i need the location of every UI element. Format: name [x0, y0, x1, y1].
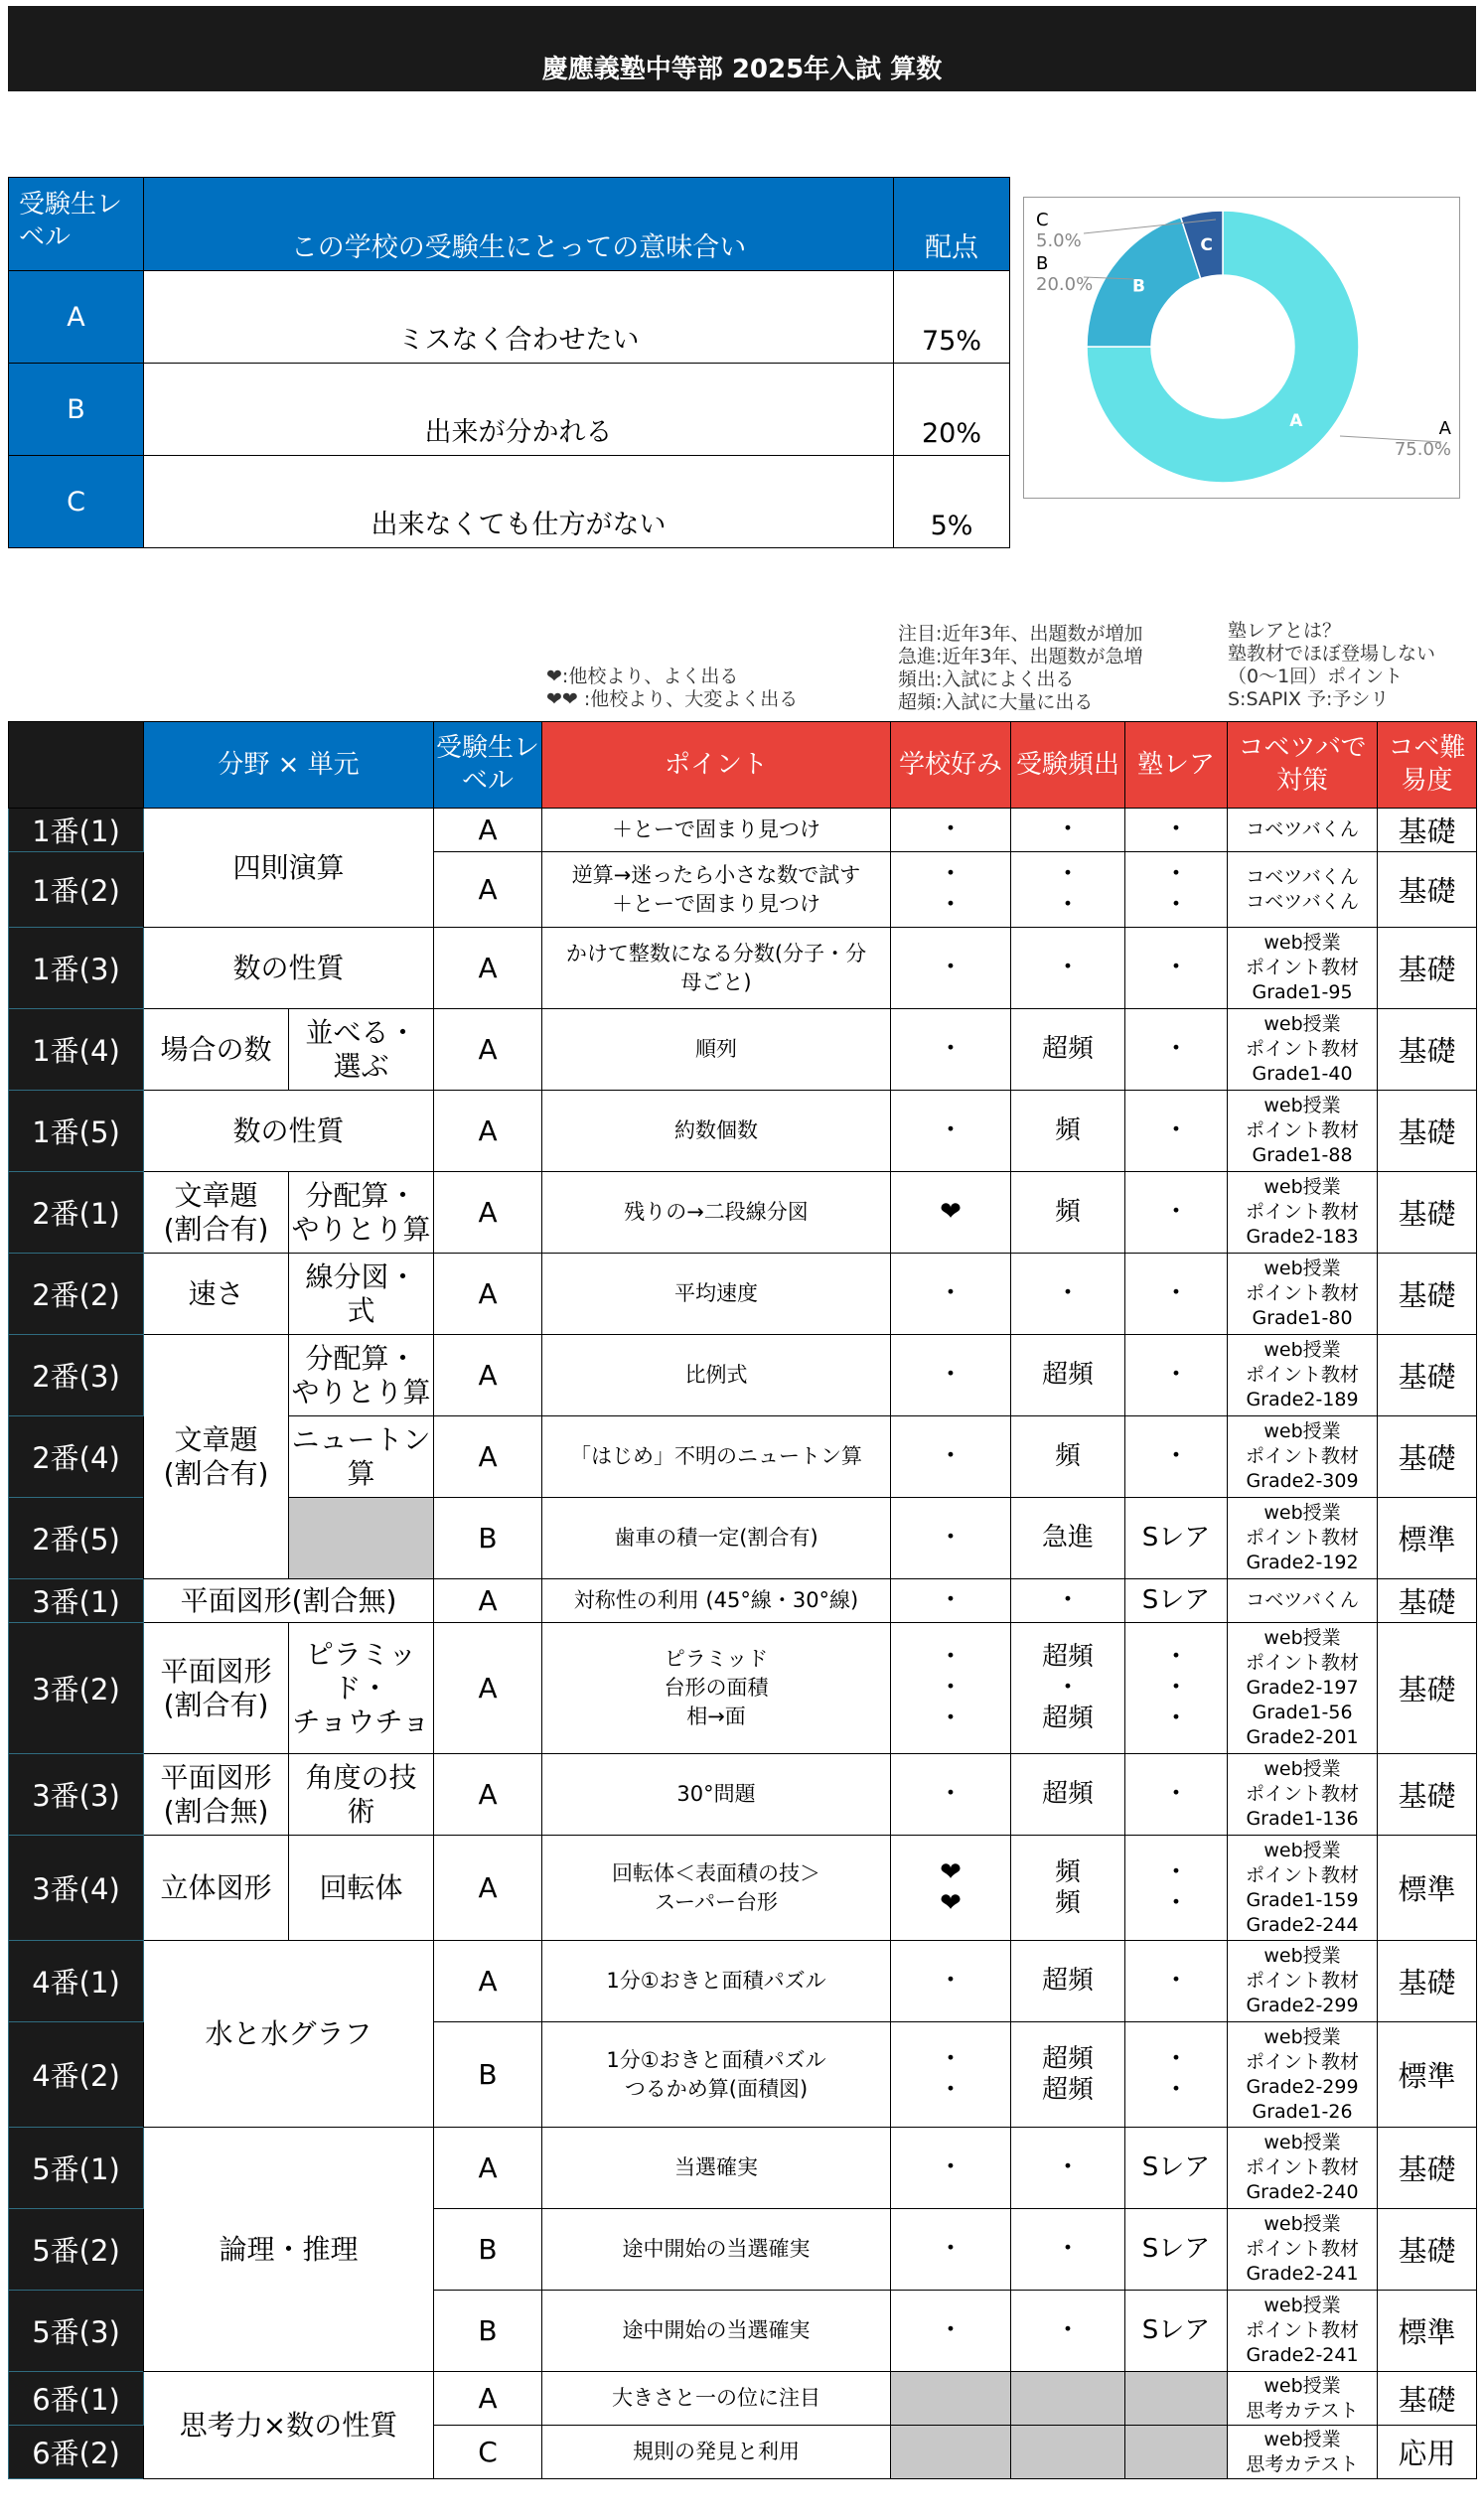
level-cell: B [434, 2209, 542, 2291]
point-cell: かけて整数になる分数(分子・分 母ごと) [542, 928, 891, 1009]
difficulty-header: コベ難易度 [1378, 722, 1477, 809]
cobe-resource-cell: web授業 ポイント教材 Grade1-80 [1228, 1254, 1378, 1335]
difficulty-cell: 標準 [1378, 1836, 1477, 1941]
table-row [9, 1941, 1477, 2022]
subcategory-cell: 分配算・ やりとり算 [289, 1172, 434, 1254]
table-row [9, 1172, 1477, 1254]
cobe-resource-cell: web授業 ポイント教材 Grade2-241 [1228, 2291, 1378, 2372]
school-pref-cell: ・ ・ ・ [891, 1623, 1011, 1754]
question-number: 2番(4) [9, 1416, 144, 1498]
cobe-resource-cell: web授業 ポイント教材 Grade2-183 [1228, 1172, 1378, 1254]
level-cell: A [434, 1009, 542, 1091]
cobe-resource-cell: web授業 ポイント教材 Grade2-299 Grade1-26 [1228, 2022, 1378, 2128]
subcategory-cell: 角度の技 術 [289, 1754, 434, 1836]
level-cell: A [434, 1091, 542, 1172]
point-cell: 途中開始の当選確実 [542, 2291, 891, 2372]
question-number: 5番(3) [9, 2291, 144, 2372]
heart-legend-line: ❤❤ :他校より、大変よく出る [546, 688, 799, 710]
meaning-cell: 出来なくても仕方がない [144, 456, 894, 548]
school-pref-cell: ・ [891, 1254, 1011, 1335]
rare-cell: ・ ・ [1125, 1836, 1228, 1941]
difficulty-cell: 基礎 [1378, 852, 1477, 928]
table-row [9, 1623, 1477, 1754]
question-number: 2番(3) [9, 1335, 144, 1416]
callout-c [1036, 210, 1082, 251]
rare-cell: Sレア [1125, 2128, 1228, 2209]
callout-b-name: B [1036, 253, 1049, 274]
level-cell: A [434, 852, 542, 928]
question-number: 2番(5) [9, 1498, 144, 1579]
cobe-resource-cell: web授業 ポイント教材 Grade2-192 [1228, 1498, 1378, 1579]
level-cell: B [434, 2022, 542, 2128]
point-cell: 逆算→迷ったら小さな数で試す ＋とーで固まり見つけ [542, 852, 891, 928]
category-cell: 文章題 (割合有) [144, 1335, 289, 1579]
frequency-cell: 頻 [1011, 1416, 1125, 1498]
frequency-cell: 頻 [1011, 1091, 1125, 1172]
table-row [9, 1836, 1477, 1941]
point-cell: ＋とーで固まり見つけ [542, 809, 891, 852]
point-cell: 平均速度 [542, 1254, 891, 1335]
term-line: 超頻:入試に大量に出る [898, 691, 1094, 713]
terms-note [898, 623, 1143, 714]
school-pref-cell [891, 2372, 1011, 2426]
cobe-resource-cell: web授業 ポイント教材 Grade1-88 [1228, 1091, 1378, 1172]
frequency-cell [1011, 2372, 1125, 2426]
question-analysis-table [8, 721, 1477, 2479]
point-cell: ピラミッド 台形の面積 相→面 [542, 1623, 891, 1754]
table-row [9, 1579, 1477, 1623]
school-pref-cell: ・ [891, 1416, 1011, 1498]
rare-cell: ・ [1125, 1009, 1228, 1091]
rare-cell [1125, 2426, 1228, 2479]
frequency-cell [1011, 2426, 1125, 2479]
question-number: 1番(1) [9, 809, 144, 852]
difficulty-cell: 基礎 [1378, 1941, 1477, 2022]
question-number: 3番(1) [9, 1579, 144, 1623]
category-cell: 四則演算 [144, 809, 434, 928]
frequency-cell: ・ ・ [1011, 852, 1125, 928]
level-cell: A [434, 1941, 542, 2022]
subcategory-cell: ピラミッド・ チョウチョ [289, 1623, 434, 1754]
question-number: 5番(1) [9, 2128, 144, 2209]
question-number: 3番(4) [9, 1836, 144, 1941]
level-row [9, 271, 1010, 364]
point-cell: 途中開始の当選確実 [542, 2209, 891, 2291]
difficulty-cell: 応用 [1378, 2426, 1477, 2479]
school-pref-cell: ・ [891, 1335, 1011, 1416]
level-row [9, 456, 1010, 548]
rare-line: 塾レアとは？ [1228, 620, 1342, 642]
callout-c-name: C [1036, 210, 1049, 230]
rare-cell: ・ [1125, 1754, 1228, 1836]
term-line: 急進:近年3年、出題数が急増 [898, 646, 1143, 667]
level-cell: A [434, 928, 542, 1009]
rare-cell: ・ [1125, 1941, 1228, 2022]
cobe-resource-cell: web授業 ポイント教材 Grade1-159 Grade2-244 [1228, 1836, 1378, 1941]
cobe-resource-cell: web授業 ポイント教材 Grade2-309 [1228, 1416, 1378, 1498]
school-pref-cell: ・ [891, 1941, 1011, 2022]
rare-cell: ・ [1125, 1254, 1228, 1335]
frequency-cell: ・ [1011, 2291, 1125, 2372]
point-cell: 「はじめ」不明のニュートン算 [542, 1416, 891, 1498]
school-pref-cell [891, 2426, 1011, 2479]
frequency-cell: 超頻 [1011, 1335, 1125, 1416]
heart-legend-line: ❤:他校より、よく出る [546, 666, 739, 687]
level-cell: A [434, 1172, 542, 1254]
school-pref-cell: ❤ ❤ [891, 1836, 1011, 1941]
category-cell: 水と水グラフ [144, 1941, 434, 2128]
question-number: 4番(2) [9, 2022, 144, 2128]
frequency-cell: ・ [1011, 2128, 1125, 2209]
callout-a [1395, 418, 1451, 460]
category-cell: 場合の数 [144, 1009, 289, 1091]
table-row [9, 809, 1477, 852]
school-pref-cell: ❤ [891, 1172, 1011, 1254]
table-row [9, 2372, 1477, 2426]
category-cell: 速さ [144, 1254, 289, 1335]
level-cell: C [9, 456, 144, 548]
callout-c-value: 5.0% [1036, 230, 1082, 251]
question-number: 1番(5) [9, 1091, 144, 1172]
category-header: 分野 × 単元 [144, 722, 434, 809]
cobe-resource-cell: web授業 ポイント教材 Grade1-136 [1228, 1754, 1378, 1836]
difficulty-cell: 基礎 [1378, 1579, 1477, 1623]
school-pref-cell: ・ [891, 1009, 1011, 1091]
frequency-cell: 超頻 超頻 [1011, 2022, 1125, 2128]
point-cell: 1分①おきと面積パズル つるかめ算(面積図) [542, 2022, 891, 2128]
frequency-cell: 超頻 [1011, 1941, 1125, 2022]
rare-line: S:SAPIX 予:予シリ [1228, 688, 1390, 710]
level-cell: B [434, 1498, 542, 1579]
category-cell: 立体図形 [144, 1836, 289, 1941]
donut-label-b: B [1131, 276, 1145, 297]
frequency-cell: 超頻 ・ 超頻 [1011, 1623, 1125, 1754]
points-cell: 5% [894, 456, 1010, 548]
rare-cell: Sレア [1125, 2209, 1228, 2291]
cobe-resource-cell: web授業 ポイント教材 Grade1-95 [1228, 928, 1378, 1009]
level-cell: B [434, 2291, 542, 2372]
table-row [9, 2128, 1477, 2209]
category-cell: 数の性質 [144, 1091, 434, 1172]
difficulty-cell: 標準 [1378, 1498, 1477, 1579]
cobe-resource-cell: web授業 思考カテスト [1228, 2426, 1378, 2479]
callout-a-value: 75.0% [1394, 439, 1451, 460]
school-pref-cell: ・ [891, 2128, 1011, 2209]
question-number: 3番(3) [9, 1754, 144, 1836]
category-sub-empty [289, 1498, 434, 1579]
donut-label-a: A [1289, 410, 1303, 431]
subcategory-cell: ニュートン 算 [289, 1416, 434, 1498]
rare-note [1228, 620, 1435, 711]
heart-legend [546, 666, 798, 711]
school-pref-cell: ・ ・ [891, 2022, 1011, 2128]
difficulty-cell: 基礎 [1378, 1254, 1477, 1335]
school-pref-cell: ・ [891, 1579, 1011, 1623]
level-cell: C [434, 2426, 542, 2479]
frequency-cell: ・ [1011, 1579, 1125, 1623]
difficulty-cell: 基礎 [1378, 1172, 1477, 1254]
difficulty-cell: 基礎 [1378, 2372, 1477, 2426]
school-pref-cell: ・ ・ [891, 852, 1011, 928]
question-number: 5番(2) [9, 2209, 144, 2291]
rare-cell [1125, 2372, 1228, 2426]
points-donut-chart [1023, 197, 1460, 499]
level-cell: A [434, 1836, 542, 1941]
point-cell: 当選確実 [542, 2128, 891, 2209]
cobe-resource-cell: web授業 ポイント教材 Grade1-40 [1228, 1009, 1378, 1091]
meaning-header: この学校の受験生にとっての意味合い [144, 178, 894, 271]
point-cell: 30°問題 [542, 1754, 891, 1836]
frequency-cell: 急進 [1011, 1498, 1125, 1579]
school-pref-cell: ・ [891, 2291, 1011, 2372]
subcategory-cell: 回転体 [289, 1836, 434, 1941]
rare-cell: ・ [1125, 1172, 1228, 1254]
subcategory-cell: 線分図・ 式 [289, 1254, 434, 1335]
question-number: 4番(1) [9, 1941, 144, 2022]
page-title-banner [8, 6, 1476, 91]
frequency-cell: 頻 頻 [1011, 1836, 1125, 1941]
points-cell: 20% [894, 364, 1010, 456]
difficulty-cell: 基礎 [1378, 1335, 1477, 1416]
donut-label-c: C [1200, 234, 1213, 255]
rare-header: 塾レア [1125, 722, 1228, 809]
frequency-cell: ・ [1011, 1254, 1125, 1335]
difficulty-cell: 基礎 [1378, 928, 1477, 1009]
rare-cell: ・ [1125, 1335, 1228, 1416]
school-pref-cell: ・ [891, 1091, 1011, 1172]
table-row [9, 1091, 1477, 1172]
school-pref-cell: ・ [891, 1498, 1011, 1579]
table-row [9, 1254, 1477, 1335]
level-cell: A [434, 1254, 542, 1335]
term-line: 注目:近年3年、出題数が増加 [898, 623, 1143, 645]
cobe-resource-cell: コベツバくん コベツバくん [1228, 852, 1378, 928]
point-cell: 歯車の積一定(割合有) [542, 1498, 891, 1579]
term-line: 頻出:入試によく出る [898, 668, 1075, 690]
level-cell: A [9, 271, 144, 364]
points-cell: 75% [894, 271, 1010, 364]
table-header-row [9, 722, 1477, 809]
cobe-resource-cell: web授業 ポイント教材 Grade2-241 [1228, 2209, 1378, 2291]
cobe-resource-cell: web授業 ポイント教材 Grade2-197 Grade1-56 Grade2-201 [1228, 1623, 1378, 1754]
frequency-cell: ・ [1011, 809, 1125, 852]
table-row [9, 1754, 1477, 1836]
rare-cell: Sレア [1125, 1498, 1228, 1579]
frequency-header: 受験頻出 [1011, 722, 1125, 809]
rare-line: （0～1回）ポイント [1228, 666, 1404, 687]
category-cell: 論理・推理 [144, 2128, 434, 2372]
category-cell: 平面図形 (割合無) [144, 1754, 289, 1836]
question-number: 1番(2) [9, 852, 144, 928]
level-cell: A [434, 1335, 542, 1416]
difficulty-cell: 基礎 [1378, 809, 1477, 852]
callout-b [1036, 253, 1093, 295]
frequency-cell: 頻 [1011, 1172, 1125, 1254]
level-row [9, 364, 1010, 456]
difficulty-cell: 基礎 [1378, 1009, 1477, 1091]
cobe-resource-cell: コベツバくん [1228, 809, 1378, 852]
level-header: 受験生レベル [434, 722, 542, 809]
rare-cell: ・ ・ ・ [1125, 1623, 1228, 1754]
level-cell: A [434, 1579, 542, 1623]
level-header: 受験生レベル [9, 178, 144, 271]
question-number: 2番(1) [9, 1172, 144, 1254]
point-cell: 比例式 [542, 1335, 891, 1416]
school-pref-cell: ・ [891, 2209, 1011, 2291]
page-title: 慶應義塾中等部 2025年入試 算数 [541, 55, 943, 84]
difficulty-cell: 基礎 [1378, 1416, 1477, 1498]
table-row [9, 928, 1477, 1009]
level-cell: A [434, 1623, 542, 1754]
point-cell: 回転体＜表面積の技＞ スーパー台形 [542, 1836, 891, 1941]
table-row [9, 1009, 1477, 1091]
table-row [9, 1335, 1477, 1416]
school-pref-cell: ・ [891, 809, 1011, 852]
question-number: 6番(2) [9, 2426, 144, 2479]
point-cell: 1分①おきと面積パズル [542, 1941, 891, 2022]
question-number: 1番(3) [9, 928, 144, 1009]
level-cell: B [9, 364, 144, 456]
question-number: 3番(2) [9, 1623, 144, 1754]
points-header: 配点 [894, 178, 1010, 271]
point-cell: 約数個数 [542, 1091, 891, 1172]
difficulty-cell: 基礎 [1378, 1623, 1477, 1754]
rare-cell: ・ ・ [1125, 852, 1228, 928]
level-cell: A [434, 1754, 542, 1836]
rare-line: 塾教材でほぼ登場しない [1228, 643, 1436, 665]
cobe-resource-cell: web授業 ポイント教材 Grade2-240 [1228, 2128, 1378, 2209]
subcategory-cell: 並べる・ 選ぶ [289, 1009, 434, 1091]
rare-cell: ・ ・ [1125, 2022, 1228, 2128]
frequency-cell: ・ [1011, 2209, 1125, 2291]
school-pref-header: 学校好み [891, 722, 1011, 809]
difficulty-cell: 基礎 [1378, 1754, 1477, 1836]
rare-cell: ・ [1125, 928, 1228, 1009]
point-header: ポイント [542, 722, 891, 809]
difficulty-cell: 基礎 [1378, 2209, 1477, 2291]
point-cell: 規則の発見と利用 [542, 2426, 891, 2479]
level-cell: A [434, 2372, 542, 2426]
school-pref-cell: ・ [891, 1754, 1011, 1836]
difficulty-cell: 標準 [1378, 2291, 1477, 2372]
level-cell: A [434, 1416, 542, 1498]
question-number: 1番(4) [9, 1009, 144, 1091]
frequency-cell: 超頻 [1011, 1009, 1125, 1091]
level-table [8, 177, 1010, 548]
category-cell: 平面図形 (割合有) [144, 1623, 289, 1754]
question-number: 6番(1) [9, 2372, 144, 2426]
level-table-header [9, 178, 1010, 271]
rare-cell: ・ [1125, 1416, 1228, 1498]
difficulty-cell: 標準 [1378, 2022, 1477, 2128]
question-number: 2番(2) [9, 1254, 144, 1335]
meaning-cell: ミスなく合わせたい [144, 271, 894, 364]
level-cell: A [434, 2128, 542, 2209]
cobe-resource-cell: web授業 ポイント教材 Grade2-299 [1228, 1941, 1378, 2022]
subcategory-cell: 分配算・ やりとり算 [289, 1335, 434, 1416]
category-cell: 思考力×数の性質 [144, 2372, 434, 2479]
cobe-resource-cell: コベツバくん [1228, 1579, 1378, 1623]
point-cell: 対称性の利用 (45°線・30°線) [542, 1579, 891, 1623]
category-cell: 文章題 (割合有) [144, 1172, 289, 1254]
difficulty-cell: 基礎 [1378, 1091, 1477, 1172]
rare-cell: ・ [1125, 809, 1228, 852]
cobe-header: コベツバで対策 [1228, 722, 1378, 809]
category-cell: 数の性質 [144, 928, 434, 1009]
point-cell: 大きさと一の位に注目 [542, 2372, 891, 2426]
callout-a-name: A [1438, 418, 1451, 439]
difficulty-cell: 基礎 [1378, 2128, 1477, 2209]
point-cell: 順列 [542, 1009, 891, 1091]
category-cell: 平面図形(割合無) [144, 1579, 434, 1623]
school-pref-cell: ・ [891, 928, 1011, 1009]
rare-cell: Sレア [1125, 1579, 1228, 1623]
level-cell: A [434, 809, 542, 852]
rare-cell: Sレア [1125, 2291, 1228, 2372]
rare-cell: ・ [1125, 1091, 1228, 1172]
meaning-cell: 出来が分かれる [144, 364, 894, 456]
frequency-cell: ・ [1011, 928, 1125, 1009]
cobe-resource-cell: web授業 思考カテスト [1228, 2372, 1378, 2426]
point-cell: 残りの→二段線分図 [542, 1172, 891, 1254]
cobe-resource-cell: web授業 ポイント教材 Grade2-189 [1228, 1335, 1378, 1416]
callout-b-value: 20.0% [1036, 274, 1094, 295]
number-header [9, 722, 144, 809]
frequency-cell: 超頻 [1011, 1754, 1125, 1836]
